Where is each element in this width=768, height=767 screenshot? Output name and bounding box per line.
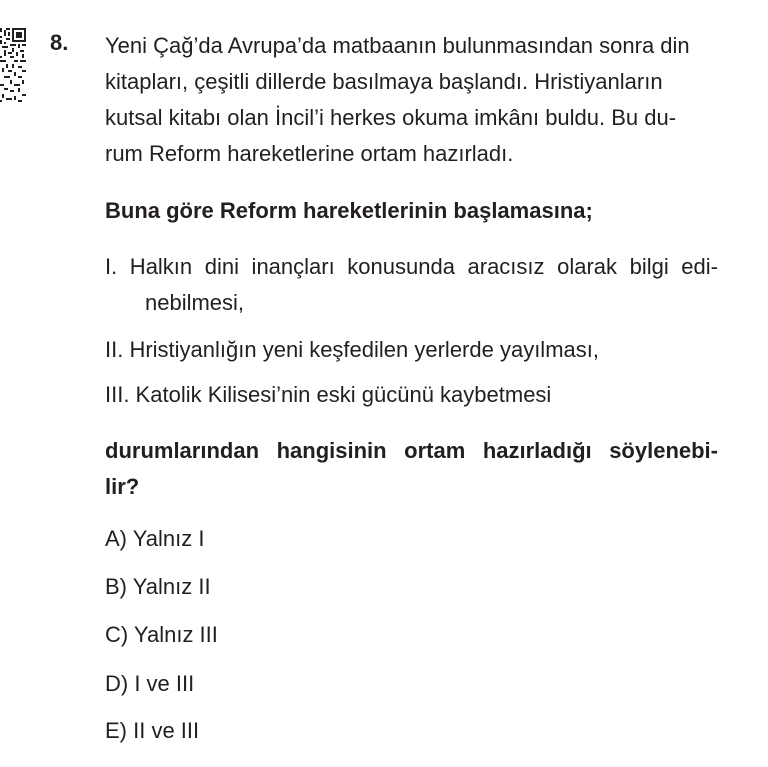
stem-line: rum Reform hareketlerine ortam hazırladı. xyxy=(105,141,514,166)
question-lead: Buna göre Reform hareketlerinin başlamasına; xyxy=(105,198,593,223)
statement-1 xyxy=(105,252,718,318)
statement-1-line-1: I. Halkın dini inançları konusunda aracısız olarak bilgi edi- xyxy=(105,254,718,279)
stem-line: kitapları, çeşitli dillerde basılmaya başlandı. Hristiyanların xyxy=(105,69,663,94)
question-stem xyxy=(105,28,718,172)
statement-1-line-2: nebilmesi, xyxy=(145,290,245,315)
statement-2: II. Hristiyanlığın yeni keşfedilen yerlerde yayılması, xyxy=(105,337,599,362)
option-a[interactable]: A) Yalnız I xyxy=(105,526,205,551)
statement-3: III. Katolik Kilisesi’nin eski gücünü kaybetmesi xyxy=(105,382,552,407)
qr-code-icon xyxy=(0,28,26,102)
option-e[interactable]: E) II ve III xyxy=(105,718,200,743)
question-number: 8. xyxy=(50,30,69,55)
prompt-line: durumlarından hangisinin ortam hazırladığı söylenebi- xyxy=(105,438,718,463)
option-c[interactable]: C) Yalnız III xyxy=(105,622,218,647)
option-b[interactable]: B) Yalnız II xyxy=(105,574,211,599)
stem-line: Yeni Çağ’da Avrupa’da matbaanın bulunmasından sonra din xyxy=(105,33,690,58)
prompt-line: lir? xyxy=(105,474,140,499)
question-prompt xyxy=(105,433,718,505)
option-d[interactable]: D) I ve III xyxy=(105,671,195,696)
stem-line: kutsal kitabı olan İncil’i herkes okuma imkânı buldu. Bu du- xyxy=(105,105,677,130)
